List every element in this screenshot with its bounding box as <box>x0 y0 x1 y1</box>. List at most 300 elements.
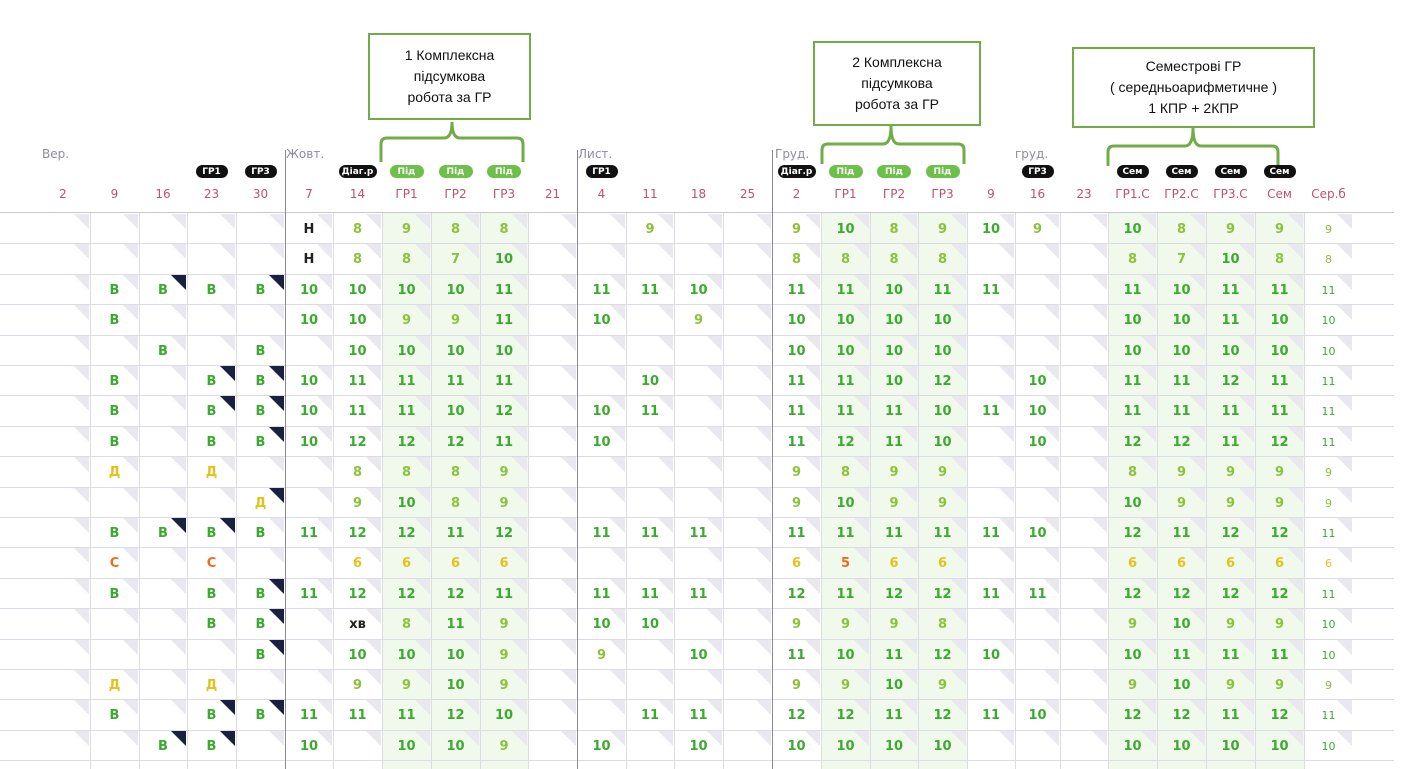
grade-cell[interactable] <box>139 548 187 578</box>
grade-cell[interactable]: 11 <box>884 403 904 419</box>
grade-cell[interactable]: В <box>206 586 217 602</box>
grade-cell[interactable]: 8 <box>450 464 461 480</box>
grade-cell[interactable]: 12 <box>1123 525 1142 541</box>
grade-cell[interactable]: 10 <box>494 343 514 359</box>
grade-cell[interactable]: 9 <box>889 616 899 632</box>
grade-cell[interactable] <box>674 457 723 487</box>
grade-cell[interactable]: 10 <box>299 373 319 389</box>
grade-cell[interactable] <box>90 640 139 670</box>
grade-cell[interactable]: В <box>158 343 168 359</box>
grade-cell[interactable]: В <box>109 586 120 602</box>
grade-cell[interactable] <box>577 336 626 366</box>
grade-cell[interactable]: 10 <box>494 707 514 723</box>
grade-cell[interactable]: 11 <box>494 434 514 450</box>
grade-cell[interactable] <box>967 609 1015 639</box>
grade-cell[interactable]: 10 <box>1321 648 1336 662</box>
grade-cell[interactable] <box>674 609 723 639</box>
grade-cell[interactable]: 11 <box>1221 282 1240 298</box>
grade-cell[interactable]: 10 <box>299 312 319 328</box>
grade-cell[interactable]: 8 <box>889 221 899 237</box>
grade-cell[interactable] <box>528 640 577 670</box>
grade-cell[interactable] <box>42 731 90 761</box>
grade-cell[interactable]: 12 <box>1221 525 1240 541</box>
grade-cell[interactable]: 11 <box>1321 435 1336 449</box>
grade-cell[interactable]: 11 <box>494 586 514 602</box>
grade-cell[interactable]: 10 <box>933 403 952 419</box>
grade-cell[interactable]: 11 <box>1172 403 1191 419</box>
grade-cell[interactable]: 11 <box>787 282 806 298</box>
grade-cell[interactable]: 12 <box>933 373 952 389</box>
grade-cell[interactable] <box>577 366 626 396</box>
grade-cell[interactable]: 6 <box>1225 555 1236 571</box>
grade-cell[interactable]: 11 <box>1321 708 1336 722</box>
grade-cell[interactable]: 11 <box>348 403 367 419</box>
grade-cell[interactable] <box>139 700 187 730</box>
grade-cell[interactable] <box>236 244 285 274</box>
grade-cell[interactable]: 11 <box>981 707 1001 723</box>
grade-cell[interactable]: 11 <box>689 586 708 602</box>
grade-cell[interactable]: 12 <box>1172 586 1191 602</box>
grade-cell[interactable]: 10 <box>1028 373 1047 389</box>
grade-cell[interactable]: 9 <box>499 616 509 632</box>
grade-cell[interactable] <box>626 305 674 335</box>
grade-cell[interactable]: 11 <box>981 586 1001 602</box>
grade-cell[interactable]: 11 <box>299 586 319 602</box>
grade-cell[interactable] <box>1015 640 1060 670</box>
grade-cell[interactable]: 9 <box>937 221 948 237</box>
grade-cell[interactable]: 10 <box>299 434 319 450</box>
grade-cell[interactable]: 8 <box>352 464 363 480</box>
grade-cell[interactable]: 10 <box>446 647 465 663</box>
column-header[interactable]: 23 <box>203 187 220 201</box>
column-header[interactable]: Сем <box>1267 187 1292 201</box>
grade-cell[interactable]: 8 <box>1127 251 1138 267</box>
grade-cell[interactable]: 11 <box>836 403 855 419</box>
grade-cell[interactable]: 10 <box>446 738 465 754</box>
grade-cell[interactable]: 10 <box>1123 221 1142 237</box>
grade-cell[interactable]: 9 <box>352 495 363 511</box>
grade-cell[interactable]: 9 <box>1325 496 1332 510</box>
grade-cell[interactable] <box>187 488 236 518</box>
grade-cell[interactable]: Д <box>108 677 121 693</box>
grade-cell[interactable] <box>626 640 674 670</box>
grade-cell[interactable] <box>1060 518 1108 548</box>
grade-cell[interactable]: 10 <box>1123 343 1142 359</box>
grade-cell[interactable] <box>723 305 772 335</box>
grade-cell[interactable]: 11 <box>1321 587 1336 601</box>
grade-cell[interactable]: 11 <box>1221 312 1240 328</box>
grade-cell[interactable]: В <box>255 434 266 450</box>
grade-cell[interactable]: 11 <box>981 403 1001 419</box>
grade-cell[interactable] <box>42 275 90 305</box>
grade-cell[interactable]: 11 <box>884 707 904 723</box>
grade-cell[interactable] <box>1060 396 1108 426</box>
grade-cell[interactable]: 10 <box>787 738 806 754</box>
grade-cell[interactable]: 8 <box>840 251 851 267</box>
grade-cell[interactable] <box>528 366 577 396</box>
column-header[interactable]: ГР3 <box>492 187 516 201</box>
grade-cell[interactable] <box>674 336 723 366</box>
grade-cell[interactable]: 10 <box>446 343 465 359</box>
grade-cell[interactable] <box>577 548 626 578</box>
column-header[interactable]: ГР1 <box>834 187 857 201</box>
grade-cell[interactable]: 9 <box>1127 616 1138 632</box>
grade-cell[interactable] <box>626 670 674 700</box>
grade-cell[interactable]: 9 <box>1274 221 1285 237</box>
grade-cell[interactable] <box>528 275 577 305</box>
grade-cell[interactable]: 11 <box>836 586 855 602</box>
grade-cell[interactable]: 9 <box>1225 677 1236 693</box>
grade-cell[interactable]: 8 <box>937 616 948 632</box>
grade-cell[interactable] <box>626 336 674 366</box>
grade-cell[interactable]: 11 <box>1123 403 1142 419</box>
column-header[interactable]: 14 <box>349 187 366 201</box>
grade-cell[interactable]: 12 <box>348 586 367 602</box>
grade-cell[interactable] <box>626 488 674 518</box>
grade-cell[interactable]: 10 <box>884 282 904 298</box>
grade-cell[interactable]: 9 <box>401 677 412 693</box>
grade-cell[interactable]: 6 <box>791 555 802 571</box>
grade-cell[interactable]: 10 <box>1270 312 1289 328</box>
grade-cell[interactable]: 9 <box>937 677 948 693</box>
grade-cell[interactable]: 12 <box>836 434 855 450</box>
grade-cell[interactable] <box>723 700 772 730</box>
grade-cell[interactable]: 10 <box>884 373 904 389</box>
grade-cell[interactable]: 12 <box>1172 434 1191 450</box>
grade-cell[interactable]: 9 <box>1325 222 1332 236</box>
grade-cell[interactable] <box>528 579 577 609</box>
grade-cell[interactable]: 11 <box>933 282 952 298</box>
grade-cell[interactable]: 11 <box>1221 434 1240 450</box>
grade-cell[interactable]: 10 <box>689 647 708 663</box>
grade-cell[interactable]: 11 <box>494 282 514 298</box>
grade-cell[interactable]: 9 <box>1032 221 1043 237</box>
grade-cell[interactable] <box>528 700 577 730</box>
grade-cell[interactable]: 11 <box>1270 282 1289 298</box>
grade-cell[interactable]: 11 <box>1321 283 1336 297</box>
grade-cell[interactable]: 8 <box>937 251 948 267</box>
grade-cell[interactable] <box>967 457 1015 487</box>
grade-cell[interactable]: 8 <box>401 464 412 480</box>
grade-cell[interactable]: 6 <box>1176 555 1187 571</box>
grade-cell[interactable]: 10 <box>933 343 952 359</box>
grade-cell[interactable]: 10 <box>348 312 367 328</box>
grade-cell[interactable] <box>1015 731 1060 761</box>
grade-cell[interactable] <box>1060 305 1108 335</box>
grade-cell[interactable]: 12 <box>397 525 416 541</box>
grade-cell[interactable] <box>723 275 772 305</box>
grade-cell[interactable]: 9 <box>450 312 461 328</box>
grade-cell[interactable]: 11 <box>446 373 465 389</box>
grade-cell[interactable] <box>626 244 674 274</box>
grade-cell[interactable]: 11 <box>884 434 904 450</box>
grade-cell[interactable]: 11 <box>348 707 367 723</box>
grade-cell[interactable]: 9 <box>352 677 363 693</box>
column-header[interactable]: ГР3 <box>931 187 954 201</box>
grade-cell[interactable]: В <box>255 403 266 419</box>
grade-cell[interactable]: 12 <box>1270 586 1289 602</box>
grade-cell[interactable]: В <box>206 616 217 632</box>
grade-cell[interactable]: Д <box>108 464 121 480</box>
grade-cell[interactable]: 11 <box>348 373 367 389</box>
grade-cell[interactable]: В <box>255 647 266 663</box>
grade-cell[interactable]: В <box>109 312 120 328</box>
grade-cell[interactable]: 11 <box>1221 647 1240 663</box>
column-header[interactable]: ГР2 <box>882 187 906 201</box>
grade-cell[interactable] <box>1060 427 1108 457</box>
grade-cell[interactable]: 8 <box>499 221 509 237</box>
grade-cell[interactable] <box>674 548 723 578</box>
grade-cell[interactable] <box>674 366 723 396</box>
grade-cell[interactable] <box>967 548 1015 578</box>
grade-cell[interactable] <box>42 214 90 244</box>
grade-cell[interactable] <box>139 427 187 457</box>
grade-cell[interactable]: 9 <box>401 312 412 328</box>
column-header[interactable]: 4 <box>597 187 606 201</box>
grade-cell[interactable]: 12 <box>348 434 367 450</box>
grade-cell[interactable] <box>1060 336 1108 366</box>
grade-cell[interactable]: 12 <box>1123 586 1142 602</box>
grade-cell[interactable]: 9 <box>791 677 802 693</box>
grade-cell[interactable] <box>139 396 187 426</box>
grade-cell[interactable]: 7 <box>450 251 461 267</box>
grade-cell[interactable] <box>285 609 333 639</box>
column-header[interactable]: 18 <box>690 187 707 201</box>
grade-cell[interactable] <box>285 670 333 700</box>
grade-cell[interactable]: С <box>109 555 120 571</box>
grade-cell[interactable]: 12 <box>1270 525 1289 541</box>
grade-cell[interactable]: 9 <box>401 221 412 237</box>
grade-cell[interactable]: В <box>206 282 217 298</box>
grade-cell[interactable]: 10 <box>348 647 367 663</box>
grade-cell[interactable]: 8 <box>1325 252 1332 266</box>
grade-cell[interactable]: 9 <box>791 221 802 237</box>
grade-cell[interactable]: 10 <box>299 738 319 754</box>
grade-cell[interactable]: 10 <box>933 434 952 450</box>
grade-cell[interactable]: 10 <box>1172 343 1191 359</box>
grade-cell[interactable]: 11 <box>592 586 611 602</box>
grade-cell[interactable]: 10 <box>640 616 660 632</box>
grade-cell[interactable]: 10 <box>299 282 319 298</box>
grade-cell[interactable]: Д <box>205 677 218 693</box>
grade-cell[interactable]: 12 <box>787 586 806 602</box>
grade-cell[interactable]: 6 <box>889 555 899 571</box>
column-header[interactable]: 2 <box>792 187 801 201</box>
column-header[interactable]: 16 <box>155 187 171 201</box>
grade-cell[interactable]: 10 <box>787 343 806 359</box>
grade-cell[interactable] <box>528 396 577 426</box>
grade-cell[interactable]: 12 <box>446 707 465 723</box>
grade-cell[interactable]: 11 <box>397 707 416 723</box>
grade-cell[interactable] <box>723 214 772 244</box>
grade-cell[interactable]: 12 <box>933 707 952 723</box>
grade-cell[interactable]: 10 <box>1270 343 1289 359</box>
grade-cell[interactable] <box>626 427 674 457</box>
column-header[interactable]: ГР1.С <box>1115 187 1150 201</box>
grade-cell[interactable]: 11 <box>640 525 660 541</box>
grade-cell[interactable]: 12 <box>1270 707 1289 723</box>
grade-cell[interactable] <box>577 700 626 730</box>
grade-cell[interactable] <box>139 366 187 396</box>
grade-cell[interactable]: 10 <box>1321 344 1336 358</box>
grade-cell[interactable] <box>723 488 772 518</box>
grade-cell[interactable]: 10 <box>981 647 1001 663</box>
grade-cell[interactable]: В <box>109 707 120 723</box>
grade-cell[interactable]: 10 <box>446 403 465 419</box>
grade-cell[interactable] <box>528 518 577 548</box>
grade-cell[interactable] <box>285 336 333 366</box>
grade-cell[interactable]: 10 <box>981 221 1001 237</box>
grade-cell[interactable]: В <box>109 282 120 298</box>
grade-cell[interactable]: 10 <box>1321 313 1336 327</box>
grade-cell[interactable] <box>674 427 723 457</box>
grade-cell[interactable]: 6 <box>401 555 412 571</box>
grade-cell[interactable]: 11 <box>640 707 660 723</box>
grade-cell[interactable]: 12 <box>397 434 416 450</box>
grade-cell[interactable] <box>577 244 626 274</box>
grade-cell[interactable]: Н <box>303 251 315 267</box>
grade-cell[interactable] <box>139 609 187 639</box>
grade-cell[interactable] <box>577 488 626 518</box>
grade-cell[interactable]: В <box>109 373 120 389</box>
grade-cell[interactable]: 9 <box>499 738 509 754</box>
grade-cell[interactable]: 11 <box>446 525 465 541</box>
grade-cell[interactable] <box>967 336 1015 366</box>
grade-cell[interactable]: В <box>255 343 266 359</box>
grade-cell[interactable] <box>723 548 772 578</box>
grade-cell[interactable] <box>528 305 577 335</box>
column-header[interactable]: ГР3.С <box>1213 187 1248 201</box>
grade-cell[interactable] <box>42 488 90 518</box>
grade-cell[interactable]: 11 <box>1270 403 1289 419</box>
grade-cell[interactable] <box>139 305 187 335</box>
grade-cell[interactable] <box>967 305 1015 335</box>
column-header[interactable]: 21 <box>544 187 561 201</box>
grade-cell[interactable]: 10 <box>397 343 416 359</box>
grade-cell[interactable] <box>674 488 723 518</box>
grade-cell[interactable]: 10 <box>884 343 904 359</box>
grade-cell[interactable] <box>187 214 236 244</box>
grade-cell[interactable] <box>723 609 772 639</box>
grade-cell[interactable] <box>42 609 90 639</box>
column-header[interactable]: Сер.б <box>1311 187 1346 201</box>
grade-cell[interactable] <box>236 305 285 335</box>
grade-cell[interactable]: 11 <box>787 434 806 450</box>
grade-cell[interactable]: 10 <box>1270 738 1289 754</box>
grade-cell[interactable]: С <box>206 555 217 571</box>
grade-cell[interactable]: 9 <box>889 495 899 511</box>
grade-cell[interactable]: 10 <box>884 677 904 693</box>
grade-cell[interactable] <box>139 670 187 700</box>
grade-cell[interactable]: 11 <box>494 373 514 389</box>
grade-cell[interactable]: В <box>206 707 217 723</box>
grade-cell[interactable] <box>528 488 577 518</box>
grade-cell[interactable] <box>236 457 285 487</box>
grade-cell[interactable]: Д <box>254 495 267 511</box>
grade-cell[interactable]: 11 <box>397 373 416 389</box>
grade-cell[interactable]: 11 <box>787 647 806 663</box>
grade-cell[interactable] <box>285 457 333 487</box>
grade-cell[interactable] <box>723 336 772 366</box>
grade-cell[interactable]: 12 <box>1221 373 1240 389</box>
grade-cell[interactable] <box>285 640 333 670</box>
grade-cell[interactable]: 10 <box>1172 616 1191 632</box>
grade-cell[interactable]: 8 <box>889 251 899 267</box>
grade-cell[interactable]: 10 <box>592 312 611 328</box>
grade-cell[interactable] <box>90 609 139 639</box>
grade-cell[interactable]: 11 <box>446 616 465 632</box>
grade-cell[interactable]: 9 <box>1225 616 1236 632</box>
column-header[interactable]: 9 <box>987 187 995 201</box>
grade-cell[interactable]: 8 <box>352 221 363 237</box>
grade-cell[interactable]: 9 <box>1225 495 1236 511</box>
grade-cell[interactable]: 10 <box>1123 495 1142 511</box>
grade-cell[interactable] <box>42 305 90 335</box>
column-header[interactable]: 11 <box>642 187 658 201</box>
grade-cell[interactable]: хв <box>349 616 366 632</box>
grade-cell[interactable]: В <box>255 707 266 723</box>
grade-cell[interactable]: 10 <box>1123 312 1142 328</box>
grade-cell[interactable]: 10 <box>836 221 855 237</box>
grade-cell[interactable]: 10 <box>836 738 855 754</box>
grade-cell[interactable] <box>674 244 723 274</box>
grade-cell[interactable]: В <box>206 738 217 754</box>
grade-cell[interactable] <box>42 579 90 609</box>
grade-cell[interactable]: 10 <box>884 738 904 754</box>
grade-cell[interactable] <box>187 305 236 335</box>
grade-cell[interactable]: 9 <box>1274 464 1285 480</box>
grade-cell[interactable] <box>528 336 577 366</box>
grade-cell[interactable] <box>723 427 772 457</box>
grade-cell[interactable] <box>236 731 285 761</box>
grade-cell[interactable]: 10 <box>1028 707 1047 723</box>
grade-cell[interactable]: Н <box>303 221 315 237</box>
grade-cell[interactable]: 10 <box>1221 251 1240 267</box>
grade-cell[interactable]: 11 <box>397 403 416 419</box>
grade-cell[interactable]: 10 <box>348 343 367 359</box>
grade-cell[interactable]: 10 <box>1172 677 1191 693</box>
grade-cell[interactable] <box>1060 548 1108 578</box>
grade-cell[interactable]: 9 <box>1225 464 1236 480</box>
grade-cell[interactable]: 12 <box>1123 434 1142 450</box>
grade-cell[interactable]: 9 <box>499 647 509 663</box>
grade-cell[interactable]: 11 <box>1123 373 1142 389</box>
grade-cell[interactable]: 11 <box>884 647 904 663</box>
grade-cell[interactable]: 11 <box>1172 525 1191 541</box>
grade-cell[interactable] <box>1015 305 1060 335</box>
grade-cell[interactable]: 8 <box>450 221 461 237</box>
grade-cell[interactable]: 11 <box>836 282 855 298</box>
grade-cell[interactable]: 11 <box>981 282 1001 298</box>
grade-cell[interactable] <box>90 488 139 518</box>
grade-cell[interactable]: 10 <box>397 647 416 663</box>
grade-cell[interactable]: 9 <box>1274 616 1285 632</box>
grade-cell[interactable]: В <box>255 525 266 541</box>
grade-cell[interactable] <box>139 488 187 518</box>
grade-cell[interactable]: 9 <box>499 495 509 511</box>
grade-cell[interactable]: 10 <box>1123 738 1142 754</box>
grade-cell[interactable]: 11 <box>1321 404 1336 418</box>
column-header[interactable]: ГР2.С <box>1164 187 1199 201</box>
grade-cell[interactable] <box>42 640 90 670</box>
grade-cell[interactable] <box>333 731 382 761</box>
grade-cell[interactable]: 9 <box>937 464 948 480</box>
grade-cell[interactable]: 12 <box>494 403 514 419</box>
grade-cell[interactable]: 10 <box>689 738 708 754</box>
grade-cell[interactable] <box>42 700 90 730</box>
grade-cell[interactable]: 11 <box>1221 707 1240 723</box>
grade-cell[interactable] <box>967 488 1015 518</box>
